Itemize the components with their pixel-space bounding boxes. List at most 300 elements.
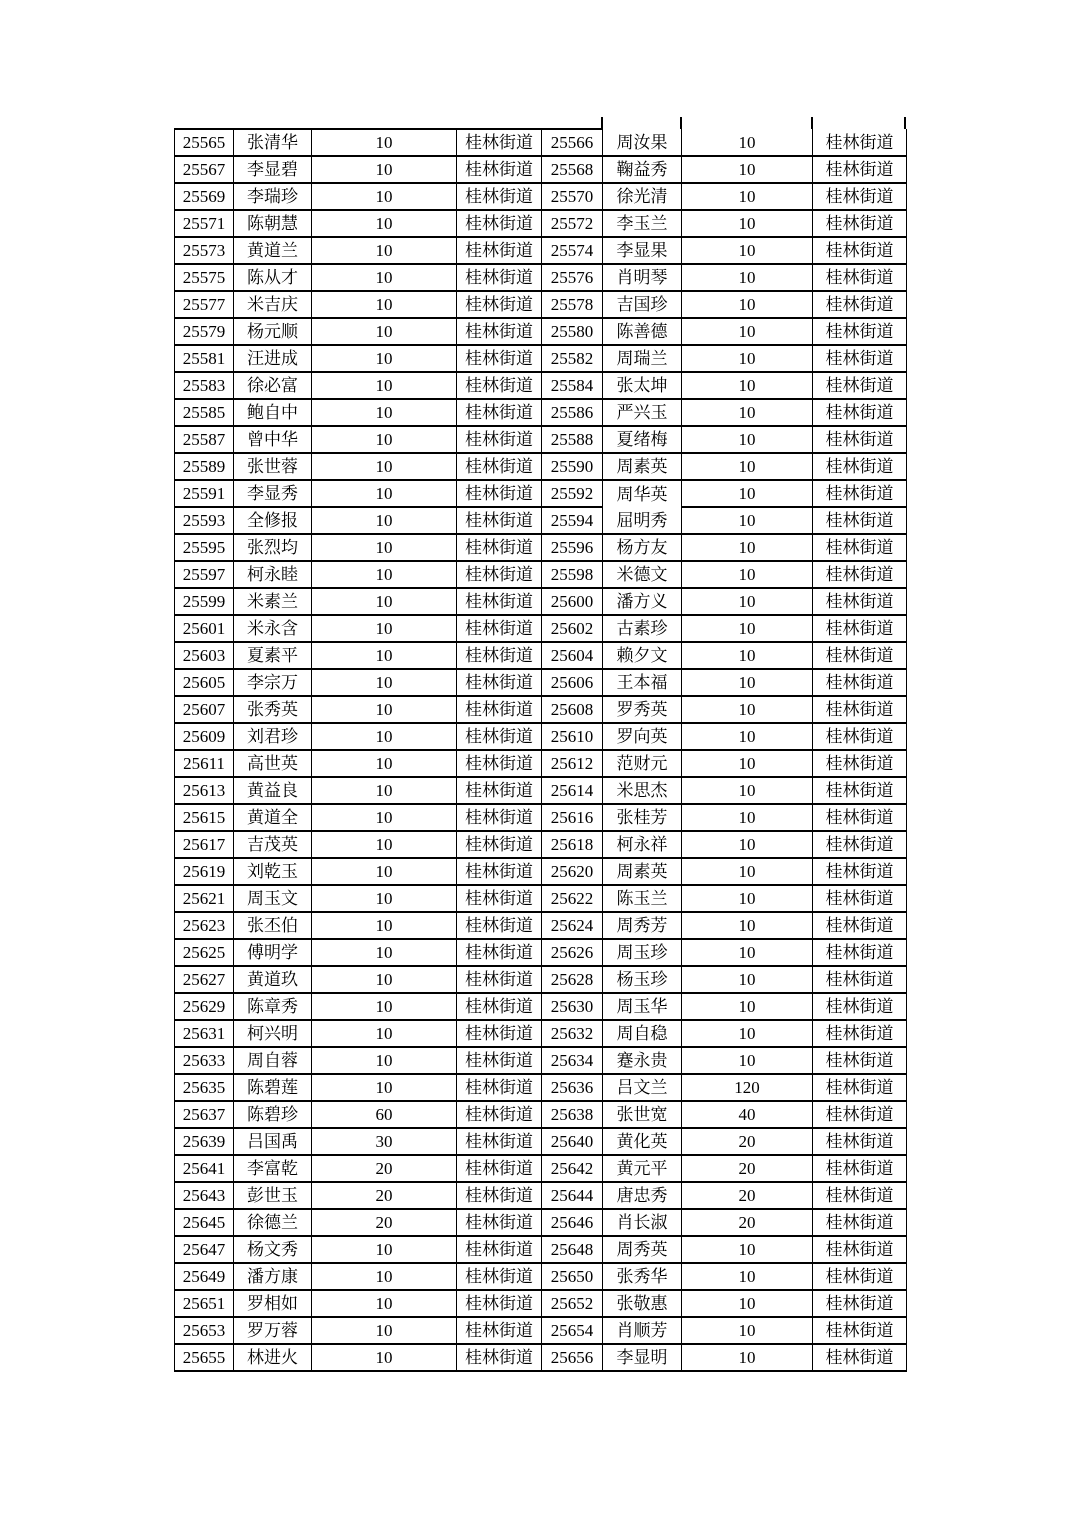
amount: 10	[312, 885, 457, 912]
person-name: 张太坤	[603, 372, 682, 399]
amount: 10	[682, 1317, 813, 1344]
person-name: 李显碧	[234, 156, 312, 183]
amount: 120	[682, 1074, 813, 1101]
record-id: 25590	[542, 453, 603, 480]
amount: 10	[682, 507, 813, 534]
street-name: 桂林街道	[457, 1344, 542, 1371]
amount: 10	[312, 534, 457, 561]
amount: 10	[312, 966, 457, 993]
person-name: 周汝果	[603, 129, 682, 156]
person-name: 黄化英	[603, 1128, 682, 1155]
amount: 10	[312, 453, 457, 480]
street-name: 桂林街道	[813, 399, 907, 426]
record-id: 25636	[542, 1074, 603, 1101]
amount: 10	[682, 1344, 813, 1371]
person-name: 夏绪梅	[603, 426, 682, 453]
street-name: 桂林街道	[813, 183, 907, 210]
street-name: 桂林街道	[457, 453, 542, 480]
street-name: 桂林街道	[813, 1317, 907, 1344]
table-row	[175, 804, 907, 831]
amount: 10	[682, 615, 813, 642]
table-row	[175, 237, 907, 264]
street-name: 桂林街道	[813, 993, 907, 1020]
person-name: 陈章秀	[234, 993, 312, 1020]
person-name: 刘君珍	[234, 723, 312, 750]
record-id: 25593	[175, 507, 234, 534]
amount: 10	[312, 858, 457, 885]
person-name: 柯兴明	[234, 1020, 312, 1047]
amount: 10	[312, 642, 457, 669]
record-id: 25607	[175, 696, 234, 723]
amount: 10	[682, 1263, 813, 1290]
street-name: 桂林街道	[457, 345, 542, 372]
record-id: 25576	[542, 264, 603, 291]
street-name: 桂林街道	[457, 372, 542, 399]
street-name: 桂林街道	[813, 480, 907, 507]
table-row	[175, 426, 907, 453]
person-name: 潘方康	[234, 1263, 312, 1290]
table-row	[175, 669, 907, 696]
street-name: 桂林街道	[457, 993, 542, 1020]
record-id: 25565	[175, 129, 234, 156]
amount: 10	[312, 210, 457, 237]
amount: 60	[312, 1101, 457, 1128]
person-name: 米素兰	[234, 588, 312, 615]
record-id: 25638	[542, 1101, 603, 1128]
record-id: 25609	[175, 723, 234, 750]
amount: 10	[312, 1236, 457, 1263]
street-name: 桂林街道	[457, 912, 542, 939]
street-name: 桂林街道	[813, 750, 907, 777]
amount: 10	[682, 318, 813, 345]
table-row	[175, 1344, 907, 1371]
record-id: 25611	[175, 750, 234, 777]
person-name: 严兴玉	[603, 399, 682, 426]
amount: 10	[682, 912, 813, 939]
street-name: 桂林街道	[813, 1020, 907, 1047]
street-name: 桂林街道	[457, 669, 542, 696]
record-id: 25621	[175, 885, 234, 912]
person-name: 柯永祥	[603, 831, 682, 858]
record-id: 25596	[542, 534, 603, 561]
amount: 20	[682, 1209, 813, 1236]
person-name: 肖顺芳	[603, 1317, 682, 1344]
table-row	[175, 696, 907, 723]
record-id: 25570	[542, 183, 603, 210]
record-id: 25632	[542, 1020, 603, 1047]
street-name: 桂林街道	[457, 966, 542, 993]
street-name: 桂林街道	[457, 399, 542, 426]
table-row	[175, 372, 907, 399]
person-name: 张烈均	[234, 534, 312, 561]
record-id: 25599	[175, 588, 234, 615]
amount: 10	[682, 696, 813, 723]
person-name: 周秀英	[603, 1236, 682, 1263]
person-name: 陈朝慧	[234, 210, 312, 237]
record-id: 25654	[542, 1317, 603, 1344]
person-name: 米德文	[603, 561, 682, 588]
amount: 10	[312, 615, 457, 642]
person-name: 陈善德	[603, 318, 682, 345]
table-row	[175, 1182, 907, 1209]
person-name: 鞠益秀	[603, 156, 682, 183]
record-id: 25603	[175, 642, 234, 669]
street-name: 桂林街道	[813, 426, 907, 453]
person-name: 罗秀英	[603, 696, 682, 723]
table-row	[175, 858, 907, 885]
street-name: 桂林街道	[457, 507, 542, 534]
person-name: 杨元顺	[234, 318, 312, 345]
record-id: 25584	[542, 372, 603, 399]
amount: 10	[682, 1047, 813, 1074]
street-name: 桂林街道	[457, 1074, 542, 1101]
street-name: 桂林街道	[457, 615, 542, 642]
person-name: 杨玉珍	[603, 966, 682, 993]
amount: 10	[682, 939, 813, 966]
person-name: 周秀芳	[603, 912, 682, 939]
record-id: 25606	[542, 669, 603, 696]
street-name: 桂林街道	[457, 642, 542, 669]
amount: 10	[312, 264, 457, 291]
street-name: 桂林街道	[457, 561, 542, 588]
records-table-body	[175, 129, 907, 1371]
record-id: 25567	[175, 156, 234, 183]
street-name: 桂林街道	[457, 588, 542, 615]
amount: 40	[682, 1101, 813, 1128]
table-row	[175, 723, 907, 750]
amount: 10	[682, 372, 813, 399]
record-id: 25608	[542, 696, 603, 723]
table-row	[175, 1290, 907, 1317]
table-row	[175, 939, 907, 966]
street-name: 桂林街道	[813, 507, 907, 534]
street-name: 桂林街道	[813, 966, 907, 993]
amount: 10	[682, 858, 813, 885]
person-name: 周自稳	[603, 1020, 682, 1047]
table-row	[175, 1128, 907, 1155]
person-name: 傅明学	[234, 939, 312, 966]
street-name: 桂林街道	[813, 831, 907, 858]
person-name: 黄道兰	[234, 237, 312, 264]
street-name: 桂林街道	[457, 426, 542, 453]
person-name: 高世英	[234, 750, 312, 777]
table-row	[175, 912, 907, 939]
person-name: 张秀华	[603, 1263, 682, 1290]
street-name: 桂林街道	[457, 1182, 542, 1209]
person-name: 张秀英	[234, 696, 312, 723]
person-name: 米永含	[234, 615, 312, 642]
amount: 10	[312, 831, 457, 858]
person-name: 杨方友	[603, 534, 682, 561]
person-name: 罗万蓉	[234, 1317, 312, 1344]
person-name: 王本福	[603, 669, 682, 696]
amount: 10	[682, 588, 813, 615]
street-name: 桂林街道	[457, 858, 542, 885]
record-id: 25618	[542, 831, 603, 858]
record-id: 25614	[542, 777, 603, 804]
person-name: 吉茂英	[234, 831, 312, 858]
street-name: 桂林街道	[457, 804, 542, 831]
record-id: 25583	[175, 372, 234, 399]
person-name: 赖夕文	[603, 642, 682, 669]
record-id: 25582	[542, 345, 603, 372]
person-name: 陈碧莲	[234, 1074, 312, 1101]
person-name: 黄益良	[234, 777, 312, 804]
person-name: 吕国禹	[234, 1128, 312, 1155]
record-id: 25580	[542, 318, 603, 345]
person-name: 潘方义	[603, 588, 682, 615]
amount: 10	[682, 534, 813, 561]
person-name: 李瑞珍	[234, 183, 312, 210]
record-id: 25617	[175, 831, 234, 858]
record-id: 25626	[542, 939, 603, 966]
record-id: 25624	[542, 912, 603, 939]
person-name: 曾中华	[234, 426, 312, 453]
table-row	[175, 831, 907, 858]
record-id: 25571	[175, 210, 234, 237]
person-name: 周玉华	[603, 993, 682, 1020]
record-id: 25586	[542, 399, 603, 426]
street-name: 桂林街道	[457, 129, 542, 156]
person-name: 陈碧珍	[234, 1101, 312, 1128]
street-name: 桂林街道	[457, 318, 542, 345]
person-name: 屈明秀	[603, 507, 682, 534]
table-row	[175, 291, 907, 318]
amount: 20	[312, 1182, 457, 1209]
record-id: 25645	[175, 1209, 234, 1236]
person-name: 张桂芳	[603, 804, 682, 831]
amount: 10	[312, 804, 457, 831]
street-name: 桂林街道	[813, 642, 907, 669]
table-row	[175, 1317, 907, 1344]
amount: 10	[312, 183, 457, 210]
person-name: 唐忠秀	[603, 1182, 682, 1209]
amount: 10	[682, 1290, 813, 1317]
amount: 10	[682, 831, 813, 858]
record-id: 25629	[175, 993, 234, 1020]
record-id: 25634	[542, 1047, 603, 1074]
amount: 10	[312, 372, 457, 399]
record-id: 25627	[175, 966, 234, 993]
person-name: 罗相如	[234, 1290, 312, 1317]
record-id: 25566	[542, 129, 603, 156]
street-name: 桂林街道	[457, 156, 542, 183]
record-id: 25585	[175, 399, 234, 426]
person-name: 黄元平	[603, 1155, 682, 1182]
street-name: 桂林街道	[457, 1209, 542, 1236]
amount: 10	[312, 993, 457, 1020]
record-id: 25640	[542, 1128, 603, 1155]
street-name: 桂林街道	[813, 561, 907, 588]
person-name: 黄道全	[234, 804, 312, 831]
record-id: 25604	[542, 642, 603, 669]
amount: 10	[312, 507, 457, 534]
table-row	[175, 885, 907, 912]
street-name: 桂林街道	[457, 1317, 542, 1344]
amount: 10	[682, 210, 813, 237]
person-name: 徐光清	[603, 183, 682, 210]
street-name: 桂林街道	[457, 210, 542, 237]
street-name: 桂林街道	[813, 291, 907, 318]
record-id: 25620	[542, 858, 603, 885]
amount: 10	[312, 426, 457, 453]
street-name: 桂林街道	[457, 1020, 542, 1047]
person-name: 米吉庆	[234, 291, 312, 318]
table-row	[175, 345, 907, 372]
record-id: 25594	[542, 507, 603, 534]
person-name: 夏素平	[234, 642, 312, 669]
record-id: 25641	[175, 1155, 234, 1182]
record-id: 25613	[175, 777, 234, 804]
amount: 10	[682, 345, 813, 372]
amount: 10	[312, 696, 457, 723]
person-name: 李显果	[603, 237, 682, 264]
record-id: 25568	[542, 156, 603, 183]
street-name: 桂林街道	[457, 183, 542, 210]
table-row	[175, 588, 907, 615]
person-name: 米思杰	[603, 777, 682, 804]
record-id: 25622	[542, 885, 603, 912]
person-name: 张世蓉	[234, 453, 312, 480]
street-name: 桂林街道	[457, 1101, 542, 1128]
street-name: 桂林街道	[813, 129, 907, 156]
amount: 10	[312, 156, 457, 183]
street-name: 桂林街道	[457, 480, 542, 507]
record-id: 25630	[542, 993, 603, 1020]
amount: 10	[312, 588, 457, 615]
street-name: 桂林街道	[457, 885, 542, 912]
amount: 10	[312, 750, 457, 777]
street-name: 桂林街道	[813, 885, 907, 912]
person-name: 柯永睦	[234, 561, 312, 588]
street-name: 桂林街道	[457, 1155, 542, 1182]
amount: 10	[682, 804, 813, 831]
table-row	[175, 1236, 907, 1263]
street-name: 桂林街道	[813, 669, 907, 696]
amount: 10	[682, 237, 813, 264]
record-id: 25651	[175, 1290, 234, 1317]
person-name: 周玉文	[234, 885, 312, 912]
table-row	[175, 507, 907, 534]
person-name: 李富乾	[234, 1155, 312, 1182]
record-id: 25597	[175, 561, 234, 588]
table-row	[175, 561, 907, 588]
amount: 10	[682, 750, 813, 777]
amount: 10	[312, 1020, 457, 1047]
amount: 10	[682, 966, 813, 993]
person-name: 徐德兰	[234, 1209, 312, 1236]
street-name: 桂林街道	[457, 534, 542, 561]
street-name: 桂林街道	[813, 588, 907, 615]
record-id: 25610	[542, 723, 603, 750]
record-id: 25656	[542, 1344, 603, 1371]
record-id: 25649	[175, 1263, 234, 1290]
record-id: 25631	[175, 1020, 234, 1047]
person-name: 张敬惠	[603, 1290, 682, 1317]
person-name: 李宗万	[234, 669, 312, 696]
table-row	[175, 210, 907, 237]
record-id: 25633	[175, 1047, 234, 1074]
amount: 10	[682, 885, 813, 912]
amount: 10	[682, 723, 813, 750]
record-id: 25625	[175, 939, 234, 966]
street-name: 桂林街道	[813, 1263, 907, 1290]
street-name: 桂林街道	[813, 723, 907, 750]
record-id: 25595	[175, 534, 234, 561]
street-name: 桂林街道	[457, 1047, 542, 1074]
amount: 10	[312, 723, 457, 750]
record-id: 25655	[175, 1344, 234, 1371]
amount: 10	[312, 561, 457, 588]
street-name: 桂林街道	[457, 939, 542, 966]
amount: 10	[682, 1236, 813, 1263]
person-name: 李显明	[603, 1344, 682, 1371]
record-id: 25612	[542, 750, 603, 777]
amount: 10	[312, 318, 457, 345]
amount: 10	[682, 669, 813, 696]
street-name: 桂林街道	[813, 615, 907, 642]
record-id: 25588	[542, 426, 603, 453]
street-name: 桂林街道	[813, 318, 907, 345]
record-id: 25648	[542, 1236, 603, 1263]
amount: 10	[682, 399, 813, 426]
person-name: 杨文秀	[234, 1236, 312, 1263]
table-row	[175, 1155, 907, 1182]
amount: 10	[682, 129, 813, 156]
record-id: 25578	[542, 291, 603, 318]
person-name: 古素珍	[603, 615, 682, 642]
amount: 10	[682, 156, 813, 183]
amount: 10	[682, 1020, 813, 1047]
amount: 20	[682, 1155, 813, 1182]
amount: 10	[682, 264, 813, 291]
table-row	[175, 156, 907, 183]
street-name: 桂林街道	[813, 453, 907, 480]
person-name: 彭世玉	[234, 1182, 312, 1209]
amount: 20	[682, 1128, 813, 1155]
person-name: 陈玉兰	[603, 885, 682, 912]
person-name: 吉国珍	[603, 291, 682, 318]
street-name: 桂林街道	[813, 1209, 907, 1236]
table-row	[175, 1263, 907, 1290]
person-name: 张清华	[234, 129, 312, 156]
street-name: 桂林街道	[813, 534, 907, 561]
street-name: 桂林街道	[813, 804, 907, 831]
person-name: 周瑞兰	[603, 345, 682, 372]
street-name: 桂林街道	[813, 696, 907, 723]
table-row	[175, 129, 907, 156]
record-id: 25592	[542, 480, 603, 507]
street-name: 桂林街道	[813, 777, 907, 804]
street-name: 桂林街道	[813, 1047, 907, 1074]
record-id: 25619	[175, 858, 234, 885]
record-id: 25635	[175, 1074, 234, 1101]
table-row	[175, 1020, 907, 1047]
amount: 10	[682, 183, 813, 210]
record-id: 25650	[542, 1263, 603, 1290]
table-row	[175, 183, 907, 210]
record-id: 25605	[175, 669, 234, 696]
person-name: 汪进成	[234, 345, 312, 372]
amount: 10	[682, 561, 813, 588]
person-name: 张丕伯	[234, 912, 312, 939]
street-name: 桂林街道	[813, 939, 907, 966]
street-name: 桂林街道	[457, 291, 542, 318]
amount: 10	[682, 642, 813, 669]
street-name: 桂林街道	[813, 345, 907, 372]
person-name: 全修报	[234, 507, 312, 534]
record-id: 25653	[175, 1317, 234, 1344]
